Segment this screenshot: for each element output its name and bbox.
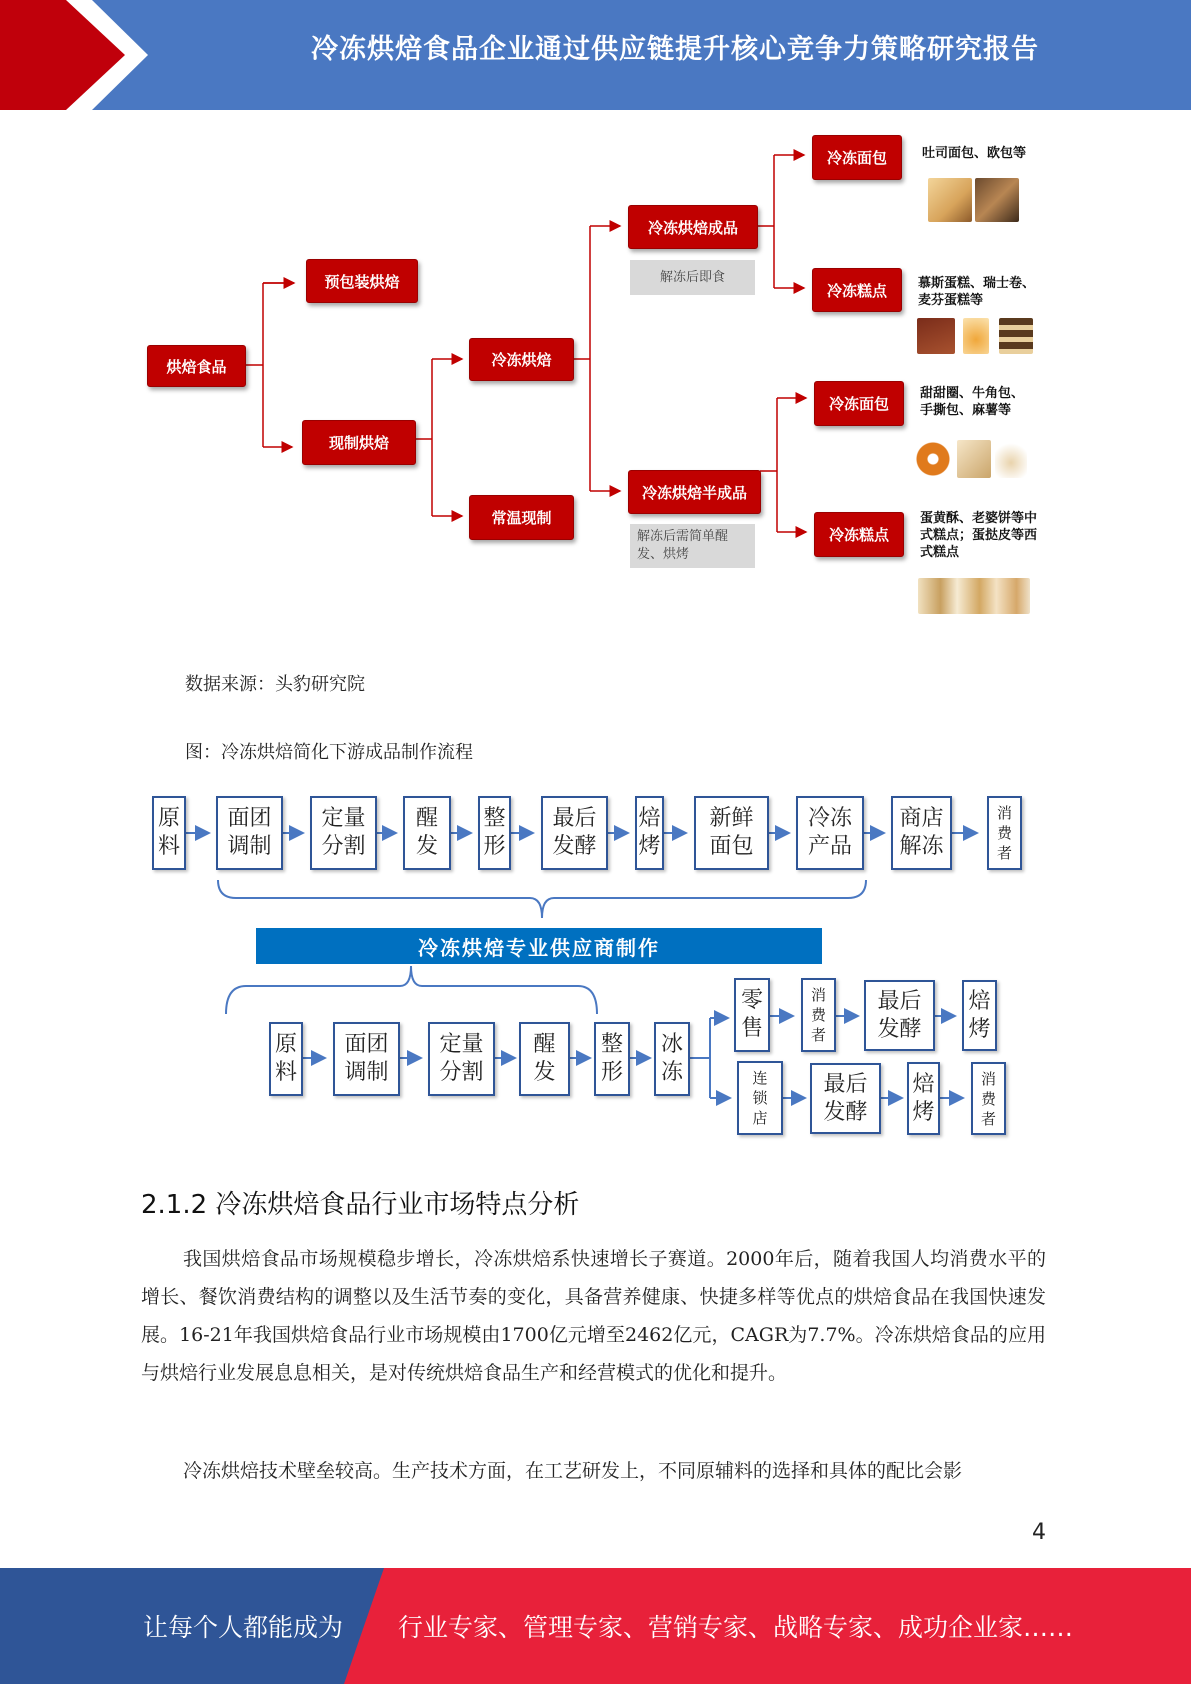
leaf-desc-4: 蛋黄酥、老婆饼等中式糕点；蛋挞皮等西式糕点 — [920, 511, 1038, 560]
node-fresh-bakery: 现制烘焙 — [302, 420, 416, 465]
flow-top-step-5: 整形 — [478, 796, 511, 870]
chain-step-2: 最后发酵 — [810, 1063, 881, 1134]
flow-top-step-10: 商店解冻 — [891, 796, 952, 870]
cake-photo-3 — [999, 318, 1033, 354]
bread-photo-2 — [975, 178, 1019, 222]
leaf-desc-2: 慕斯蛋糕、瑞士卷、麦芬蛋糕等 — [918, 276, 1036, 308]
body-paragraph-2: 冷冻烘焙技术壁垒较高。生产技术方面，在工艺研发上，不同原辅料的选择和具体的配比会影 — [183, 1460, 963, 1482]
flow-top-step-9: 冷冻产品 — [796, 796, 864, 870]
flow-bottom-step-2: 面团调制 — [333, 1022, 400, 1096]
section-heading: 2.1.2 冷冻烘焙食品行业市场特点分析 — [141, 1190, 580, 1220]
header-chevron-icon — [0, 0, 160, 110]
leaf-frozen-bread-1: 冷冻面包 — [812, 135, 902, 180]
node-frozen-semi: 冷冻烘焙半成品 — [628, 470, 761, 514]
retail-step-2: 消费者 — [801, 978, 836, 1052]
note-finished: 解冻后即食 — [630, 260, 755, 295]
page-number: 4 — [1032, 1520, 1046, 1545]
cake-photo-2 — [963, 318, 989, 354]
donut-photo-1 — [913, 440, 953, 478]
node-frozen-bakery: 冷冻烘焙 — [469, 338, 574, 381]
chain-step-1: 连锁店 — [737, 1061, 783, 1135]
flow-top-step-11: 消费者 — [987, 796, 1022, 870]
footer-roles: 行业专家、管理专家、营销专家、战略专家、成功企业家…… — [398, 1613, 1074, 1642]
node-prepackaged-bakery: 预包装烘焙 — [306, 259, 418, 303]
flow-top-step-8: 新鲜面包 — [694, 796, 769, 870]
flow-top-step-4: 醒发 — [403, 796, 451, 870]
flow-bottom-step-6: 冰冻 — [654, 1022, 690, 1096]
leaf-frozen-bread-2: 冷冻面包 — [814, 381, 904, 426]
retail-step-4: 焙烤 — [962, 980, 997, 1051]
retail-step-3: 最后发酵 — [864, 980, 935, 1051]
bread-photo-1 — [928, 178, 972, 222]
flow-top-step-1: 原料 — [152, 796, 186, 870]
flow-bottom-step-4: 醒发 — [519, 1022, 570, 1096]
leaf-frozen-pastry-1: 冷冻糕点 — [812, 268, 902, 312]
figure-caption: 图：冷冻烘焙简化下游成品制作流程 — [185, 742, 473, 763]
node-frozen-finished: 冷冻烘焙成品 — [628, 205, 758, 249]
leaf-desc-3: 甜甜圈、牛角包、手撕包、麻薯等 — [920, 386, 1025, 418]
flow-top-step-7: 焙烤 — [635, 796, 664, 870]
supplier-label-bar: 冷冻烘焙专业供应商制作 — [256, 928, 822, 964]
note-semi: 解冻后需简单醒发、烘烤 — [630, 524, 755, 568]
bun-photo — [995, 440, 1027, 478]
source-note: 数据来源：头豹研究院 — [185, 674, 365, 695]
report-title: 冷冻烘焙食品企业通过供应链提升核心竞争力策略研究报告 — [311, 34, 1039, 65]
node-ambient-fresh: 常温现制 — [469, 495, 574, 540]
flow-top-step-3: 定量分割 — [310, 796, 377, 870]
croissant-photo — [957, 440, 991, 478]
flow-top-step-6: 最后发酵 — [541, 796, 608, 870]
leaf-frozen-pastry-2: 冷冻糕点 — [814, 512, 904, 557]
footer-slogan: 让每个人都能成为 — [143, 1613, 344, 1642]
flow-bottom-step-3: 定量分割 — [428, 1022, 495, 1096]
cake-photo-1 — [917, 318, 955, 354]
flow-bottom-step-5: 整形 — [594, 1022, 630, 1096]
pastry-photo-strip — [918, 578, 1030, 614]
flow-top-step-2: 面团调制 — [216, 796, 283, 870]
node-bakery-food: 烘焙食品 — [147, 345, 246, 387]
flow-bottom-step-1: 原料 — [269, 1022, 303, 1096]
leaf-desc-1: 吐司面包、欧包等 — [922, 146, 1027, 161]
chain-step-4: 消费者 — [971, 1062, 1006, 1135]
retail-step-1: 零售 — [734, 978, 770, 1052]
chain-step-3: 焙烤 — [907, 1062, 940, 1135]
body-paragraph-1: 我国烘焙食品市场规模稳步增长，冷冻烘焙系快速增长子赛道。2000年后，随着我国人均消费水平的增长、餐饮消费结构的调整以及生活节奏的变化，具备营养健康、快捷多样等优点的烘焙食品在我国快速发展。16-21年我国烘焙食品行业市场规模由1700亿元增至2462亿元，CAGR为7.7%。冷冻烘焙食品的应用与烘焙行业发展息息相关，是对传统烘焙食品生产和经营模式的优化和提升。 — [141, 1248, 1046, 1384]
